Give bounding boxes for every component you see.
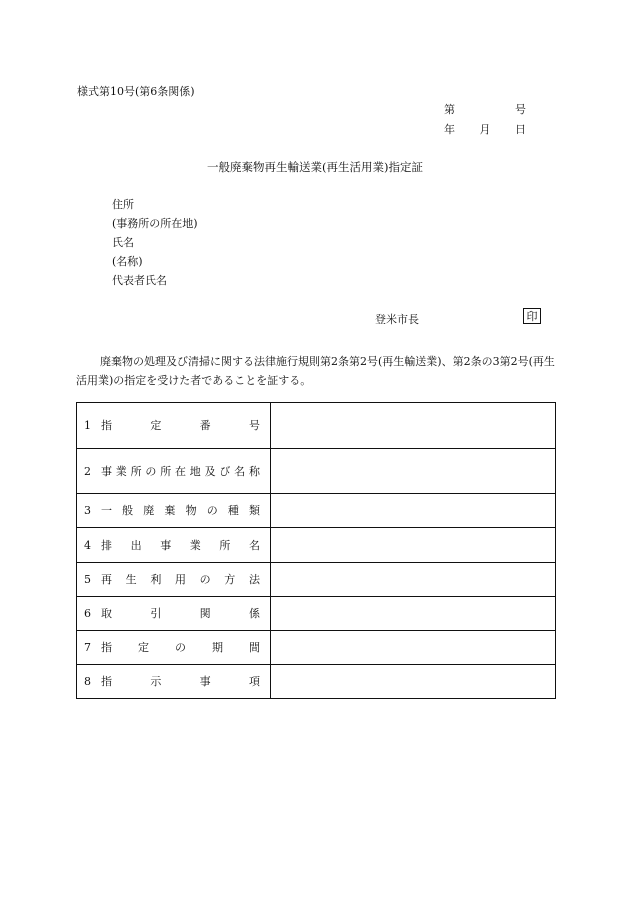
- row-number: 1: [84, 419, 91, 432]
- row-label: [84, 642, 260, 653]
- row-value-field[interactable]: [271, 597, 556, 631]
- office-location-label: (事務所の所在地): [112, 217, 198, 230]
- row-value-field[interactable]: [271, 403, 556, 449]
- row-label-text: 指 示 事 項: [101, 675, 260, 688]
- representative-name-label: 代表者氏名: [112, 274, 167, 287]
- row-label: [84, 574, 260, 585]
- row-label-text: 排 出 事 業 所 名: [101, 538, 260, 552]
- row-number: 2: [84, 464, 91, 478]
- document-title: 一般廃棄物再生輸送業(再生活用業)指定証: [207, 160, 423, 174]
- row-value-field[interactable]: [271, 665, 556, 699]
- row-label-text: 事 業 所 の 所 在 地 及 び 名 称: [101, 464, 260, 478]
- row-label-cell: [77, 528, 271, 563]
- table-row: [77, 494, 556, 528]
- row-label: [84, 466, 260, 477]
- row-label-text: 再 生 利 用 の 方 法: [101, 573, 260, 586]
- date-line: [444, 124, 526, 135]
- row-number: 3: [84, 504, 91, 517]
- issuer-name: 登米市長: [375, 313, 419, 326]
- row-label-cell: [77, 631, 271, 665]
- row-label-cell: [77, 597, 271, 631]
- table-row: [77, 528, 556, 563]
- table-row: [77, 597, 556, 631]
- row-label-text: 取 引 関 係: [101, 607, 260, 620]
- row-label: [84, 505, 260, 516]
- row-number: 5: [84, 573, 91, 586]
- row-label: [84, 608, 260, 619]
- row-label-cell: [77, 449, 271, 494]
- row-value-field[interactable]: [271, 631, 556, 665]
- table-row: [77, 631, 556, 665]
- row-label: [84, 540, 260, 551]
- row-number: 6: [84, 607, 91, 620]
- row-label-cell: [77, 403, 271, 449]
- row-label: [84, 676, 260, 687]
- row-label-cell: [77, 665, 271, 699]
- table-row: [77, 403, 556, 449]
- table-row: [77, 563, 556, 597]
- designation-details-table: [76, 402, 556, 699]
- row-label-text: 一 般 廃 棄 物 の 種 類: [101, 504, 260, 517]
- row-label-text: 指 定 番 号: [101, 419, 260, 432]
- table-row: [77, 665, 556, 699]
- row-value-field[interactable]: [271, 563, 556, 597]
- table-row: [77, 449, 556, 494]
- row-number: 4: [84, 538, 91, 552]
- certificate-number-line: [444, 104, 526, 115]
- row-label-cell: [77, 563, 271, 597]
- row-label-cell: [77, 494, 271, 528]
- row-number: 8: [84, 675, 91, 688]
- row-value-field[interactable]: [271, 494, 556, 528]
- row-label-text: 指 定 の 期 間: [101, 641, 260, 654]
- row-value-field[interactable]: [271, 528, 556, 563]
- date-year: 年: [444, 123, 455, 136]
- date-day: 日: [515, 123, 526, 136]
- row-value-field[interactable]: [271, 449, 556, 494]
- row-number: 7: [84, 641, 91, 654]
- address-label: 住所: [112, 198, 134, 211]
- number-prefix: 第: [444, 103, 455, 116]
- name-label: 氏名: [112, 236, 134, 249]
- seal-mark: 印: [523, 308, 541, 324]
- date-month: 月: [479, 123, 491, 136]
- row-label: [84, 420, 260, 431]
- certification-statement: 廃棄物の処理及び清掃に関する法律施行規則第2条第2号(再生輸送業)、第2条の3第2号(再生活用業)の指定を受けた者であることを証する。: [76, 355, 555, 387]
- company-name-label: (名称): [112, 255, 143, 268]
- form-number: 様式第10号(第6条関係): [77, 85, 195, 98]
- number-suffix: 号: [515, 103, 526, 116]
